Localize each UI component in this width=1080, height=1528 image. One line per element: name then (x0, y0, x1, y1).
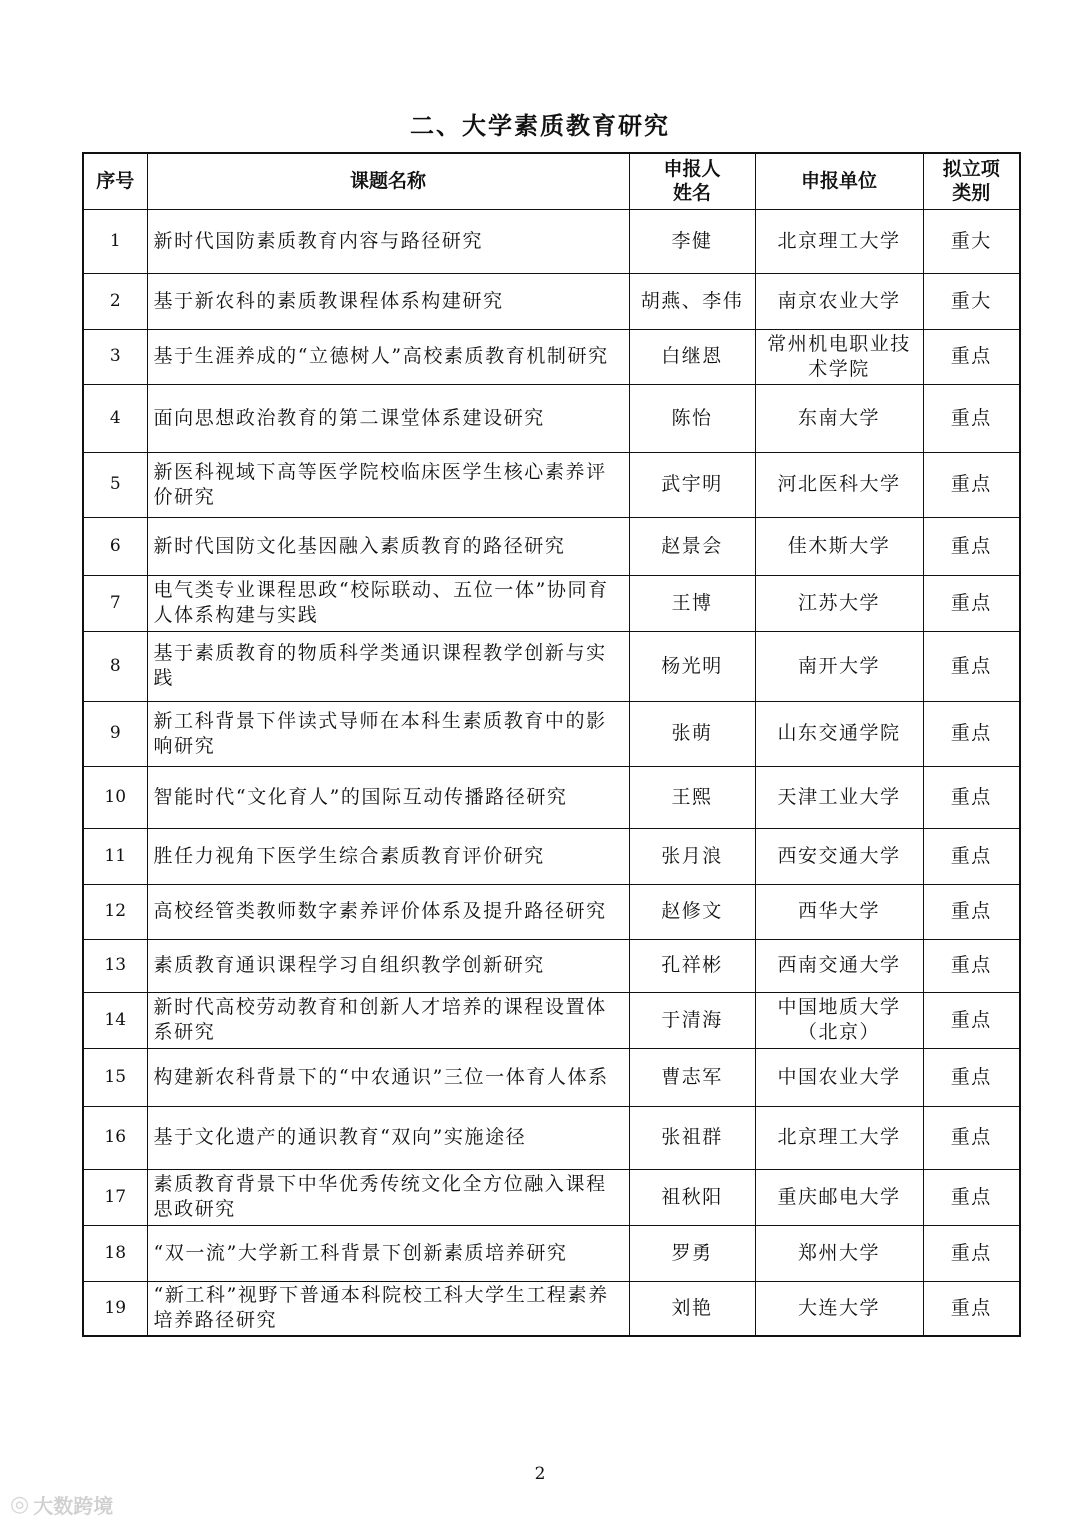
cell-category: 重点 (923, 828, 1020, 884)
table-row (83, 452, 1020, 517)
cell-unit: 中国地质大学（北京） (755, 992, 923, 1048)
cell-category: 重点 (923, 1169, 1020, 1225)
cell-topic: 电气类专业课程思政“校际联动、五位一体”协同育人体系构建与实践 (147, 575, 629, 631)
cell-unit: 佳木斯大学 (755, 517, 923, 575)
cell-applicant: 祖秋阳 (629, 1169, 755, 1225)
cell-category: 重点 (923, 1106, 1020, 1169)
table-row (83, 992, 1020, 1048)
cell-category: 重点 (923, 1048, 1020, 1106)
watermark (10, 1490, 113, 1519)
cell-no: 11 (83, 828, 147, 884)
cell-no: 4 (83, 384, 147, 452)
table-row (83, 575, 1020, 631)
cell-no: 7 (83, 575, 147, 631)
cell-unit: 南京农业大学 (755, 273, 923, 329)
cell-unit: 江苏大学 (755, 575, 923, 631)
cell-category: 重点 (923, 992, 1020, 1048)
cell-applicant: 刘艳 (629, 1281, 755, 1336)
cell-no: 8 (83, 631, 147, 701)
cell-category: 重点 (923, 517, 1020, 575)
watermark-text: 大数跨境 (33, 1494, 114, 1518)
cell-no: 1 (83, 209, 147, 273)
cell-no: 17 (83, 1169, 147, 1225)
cell-applicant: 于清海 (629, 992, 755, 1048)
cell-no: 13 (83, 939, 147, 992)
watermark-logo-icon: ◎ (10, 1492, 30, 1517)
cell-topic: 素质教育通识课程学习自组织教学创新研究 (147, 939, 629, 992)
cell-applicant: 杨光明 (629, 631, 755, 701)
cell-topic: 基于文化遗产的通识教育“双向”实施途径 (147, 1106, 629, 1169)
header-category-line2: 类别 (952, 182, 991, 205)
cell-topic: 素质教育背景下中华优秀传统文化全方位融入课程思政研究 (147, 1169, 629, 1225)
cell-category: 重大 (923, 209, 1020, 273)
cell-category: 重点 (923, 884, 1020, 939)
table-row (83, 1169, 1020, 1225)
cell-no: 19 (83, 1281, 147, 1336)
cell-unit: 西华大学 (755, 884, 923, 939)
cell-topic: “新工科”视野下普通本科院校工科大学生工程素养培养路径研究 (147, 1281, 629, 1336)
cell-unit: 天津工业大学 (755, 766, 923, 828)
cell-applicant: 李健 (629, 209, 755, 273)
cell-unit: 西南交通大学 (755, 939, 923, 992)
page-number: 2 (534, 1464, 546, 1484)
cell-topic: 新时代国防文化基因融入素质教育的路径研究 (147, 517, 629, 575)
cell-topic: 面向思想政治教育的第二课堂体系建设研究 (147, 384, 629, 452)
cell-no: 6 (83, 517, 147, 575)
cell-applicant: 赵景会 (629, 517, 755, 575)
cell-category: 重点 (923, 1281, 1020, 1336)
cell-topic: 智能时代“文化育人”的国际互动传播路径研究 (147, 766, 629, 828)
cell-topic: 新医科视域下高等医学院校临床医学生核心素养评价研究 (147, 452, 629, 517)
cell-topic: 构建新农科背景下的“中农通识”三位一体育人体系 (147, 1048, 629, 1106)
cell-no: 3 (83, 329, 147, 384)
cell-applicant: 王熙 (629, 766, 755, 828)
cell-unit: 南开大学 (755, 631, 923, 701)
cell-no: 18 (83, 1225, 147, 1281)
table-row (83, 1106, 1020, 1169)
cell-applicant: 陈怡 (629, 384, 755, 452)
cell-applicant: 胡燕、李伟 (629, 273, 755, 329)
table-row (83, 1225, 1020, 1281)
cell-applicant: 白继恩 (629, 329, 755, 384)
cell-unit: 大连大学 (755, 1281, 923, 1336)
table-row (83, 701, 1020, 766)
cell-unit: 重庆邮电大学 (755, 1169, 923, 1225)
cell-no: 12 (83, 884, 147, 939)
table-row (83, 631, 1020, 701)
header-no: 序号 (83, 153, 147, 209)
cell-category: 重大 (923, 273, 1020, 329)
header-unit: 申报单位 (755, 153, 923, 209)
header-person (629, 153, 755, 209)
table-row (83, 329, 1020, 384)
table-row (83, 209, 1020, 273)
cell-applicant: 张祖群 (629, 1106, 755, 1169)
cell-category: 重点 (923, 384, 1020, 452)
cell-applicant: 王博 (629, 575, 755, 631)
cell-applicant: 曹志军 (629, 1048, 755, 1106)
header-topic: 课题名称 (147, 153, 629, 209)
cell-applicant: 孔祥彬 (629, 939, 755, 992)
cell-applicant: 武宇明 (629, 452, 755, 517)
cell-topic: 基于素质教育的物质科学类通识课程教学创新与实践 (147, 631, 629, 701)
cell-applicant: 张月浪 (629, 828, 755, 884)
page-title: 二、大学素质教育研究 (410, 112, 670, 140)
cell-category: 重点 (923, 575, 1020, 631)
cell-no: 5 (83, 452, 147, 517)
header-category-line1: 拟立项 (942, 158, 1000, 181)
cell-category: 重点 (923, 1225, 1020, 1281)
cell-unit: 河北医科大学 (755, 452, 923, 517)
cell-applicant: 赵修文 (629, 884, 755, 939)
cell-unit: 郑州大学 (755, 1225, 923, 1281)
cell-unit: 常州机电职业技术学院 (755, 329, 923, 384)
cell-no: 14 (83, 992, 147, 1048)
cell-category: 重点 (923, 766, 1020, 828)
cell-topic: 新时代高校劳动教育和创新人才培养的课程设置体系研究 (147, 992, 629, 1048)
cell-applicant: 张萌 (629, 701, 755, 766)
cell-no: 9 (83, 701, 147, 766)
table-row (83, 384, 1020, 452)
cell-topic: 新时代国防素质教育内容与路径研究 (147, 209, 629, 273)
table-row (83, 939, 1020, 992)
cell-unit: 中国农业大学 (755, 1048, 923, 1106)
cell-no: 10 (83, 766, 147, 828)
header-person-line1: 申报人 (663, 158, 721, 181)
table-row (83, 273, 1020, 329)
header-category (923, 153, 1020, 209)
cell-category: 重点 (923, 329, 1020, 384)
cell-topic: 基于生涯养成的“立德树人”高校素质教育机制研究 (147, 329, 629, 384)
cell-topic: 高校经管类教师数字素养评价体系及提升路径研究 (147, 884, 629, 939)
project-table (82, 152, 1021, 1337)
cell-no: 16 (83, 1106, 147, 1169)
table-header-row (83, 153, 1020, 209)
cell-unit: 北京理工大学 (755, 209, 923, 273)
table-body (83, 209, 1020, 1336)
table-row (83, 828, 1020, 884)
cell-unit: 西安交通大学 (755, 828, 923, 884)
cell-no: 15 (83, 1048, 147, 1106)
cell-topic: 胜任力视角下医学生综合素质教育评价研究 (147, 828, 629, 884)
cell-no: 2 (83, 273, 147, 329)
cell-topic: 新工科背景下伴读式导师在本科生素质教育中的影响研究 (147, 701, 629, 766)
table-row (83, 1281, 1020, 1336)
cell-unit: 北京理工大学 (755, 1106, 923, 1169)
cell-category: 重点 (923, 701, 1020, 766)
header-person-line2: 姓名 (672, 182, 711, 205)
cell-category: 重点 (923, 452, 1020, 517)
cell-topic: “双一流”大学新工科背景下创新素质培养研究 (147, 1225, 629, 1281)
cell-topic: 基于新农科的素质教课程体系构建研究 (147, 273, 629, 329)
table-row (83, 884, 1020, 939)
cell-applicant: 罗勇 (629, 1225, 755, 1281)
cell-category: 重点 (923, 939, 1020, 992)
cell-unit: 东南大学 (755, 384, 923, 452)
table-row (83, 517, 1020, 575)
table-row (83, 766, 1020, 828)
cell-category: 重点 (923, 631, 1020, 701)
cell-unit: 山东交通学院 (755, 701, 923, 766)
table-row (83, 1048, 1020, 1106)
